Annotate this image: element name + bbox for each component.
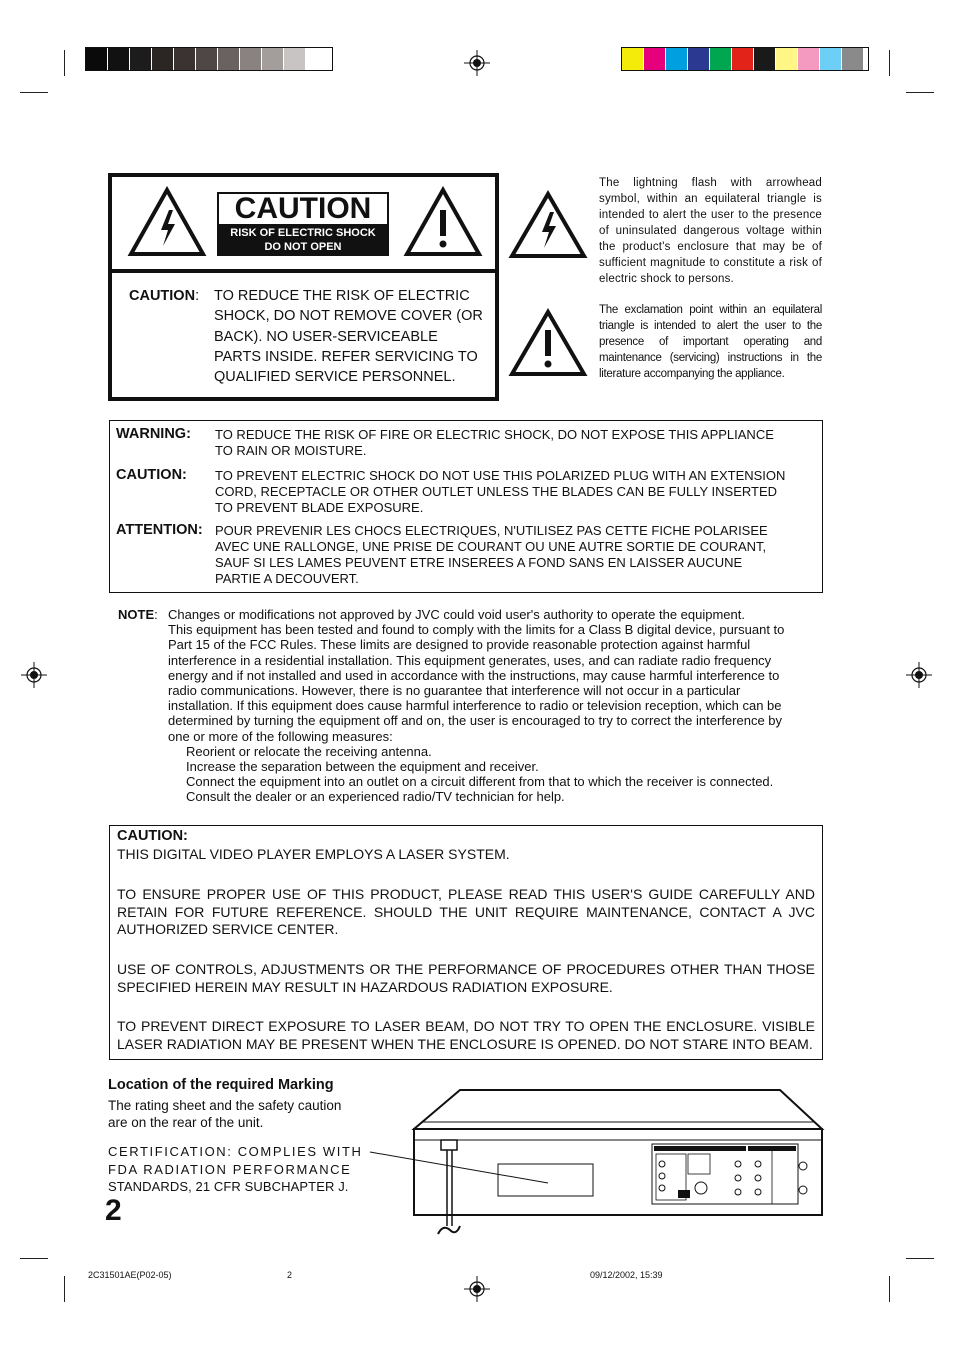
color-swatch xyxy=(262,48,283,70)
laser-caution-label: CAUTION: xyxy=(117,828,188,844)
crop-mark xyxy=(20,92,48,93)
certification-line: FDA RADIATION PERFORMANCE xyxy=(108,1161,352,1177)
certification-line: STANDARDS, 21 CFR SUBCHAPTER J. xyxy=(108,1179,349,1194)
warning-text xyxy=(215,427,774,459)
plug-caution-text xyxy=(215,468,785,516)
laser-paragraph: USE OF CONTROLS, ADJUSTMENTS OR THE PERFORMANCE OF PROCEDURES OTHER THAN THOSE SPECIFIED HEREIN MAY RESULT IN HAZARDOUS RADIATION EXPOSURE. xyxy=(117,961,815,995)
note-line: interference in a residential installation. This equipment generates, uses, and can radiate radio frequency xyxy=(168,652,772,668)
caution-line: TO PREVENT BLADE EXPOSURE. xyxy=(215,500,424,515)
color-swatch xyxy=(820,48,841,70)
crop-mark xyxy=(906,92,934,93)
color-swatch xyxy=(196,48,217,70)
note-line: radio communications. However, there is no guarantee that interference will not occur in a particular xyxy=(168,683,741,698)
rear-panel-illustration xyxy=(340,1088,830,1238)
attention-text xyxy=(215,523,768,587)
caution-subtitle-1: RISK OF ELECTRIC SHOCK xyxy=(230,227,376,239)
note-line: Part 15 of the FCC Rules. These limits are designed to provide reasonable protection against harmful xyxy=(168,637,751,653)
note-line: Changes or modifications not approved by JVC could void user's authority to operate the equipment. xyxy=(168,607,745,622)
certification-line: CERTIFICATION: COMPLIES WITH xyxy=(108,1144,363,1159)
warning-line: TO REDUCE THE RISK OF FIRE OR ELECTRIC SHOCK, DO NOT EXPOSE THIS APPLIANCE xyxy=(215,427,774,442)
footer-page: 2 xyxy=(287,1270,293,1280)
color-swatch xyxy=(754,48,775,70)
note-label: NOTE: xyxy=(118,607,158,622)
note-measure: Reorient or relocate the receiving antenna. xyxy=(186,743,432,759)
note-measure: Consult the dealer or an experienced radio/TV technician for help. xyxy=(186,789,565,805)
color-bar xyxy=(621,47,869,71)
color-swatch xyxy=(240,48,261,70)
crop-mark xyxy=(889,50,890,76)
laser-paragraph: THIS DIGITAL VIDEO PLAYER EMPLOYS A LASER SYSTEM. xyxy=(117,846,510,862)
attention-label: ATTENTION: xyxy=(116,522,203,538)
note-measure: Connect the equipment into an outlet on a circuit different from that to which the receiver is connected. xyxy=(186,774,774,790)
crop-mark xyxy=(64,50,65,76)
note-line: energy and if not installed and used in accordance with the instructions, may cause harmful interference to xyxy=(168,667,780,683)
caution-subtitle-2: DO NOT OPEN xyxy=(264,241,342,253)
color-swatch xyxy=(732,48,753,70)
certification-text xyxy=(108,1143,364,1196)
caution-line: CORD, RECEPTACLE OR OTHER OUTLET UNLESS THE BLADES CAN BE FULLY INSERTED xyxy=(215,484,778,499)
exclamation-triangle-icon xyxy=(508,308,588,378)
color-swatch xyxy=(108,48,129,70)
caution-body-line: TO REDUCE THE RISK OF ELECTRIC xyxy=(214,288,470,304)
laser-paragraph: TO PREVENT DIRECT EXPOSURE TO LASER BEAM, DO NOT TRY TO OPEN THE ENCLOSURE. VISIBLE LASER RADIATION MAY BE PRESENT WHEN THE ENCLOSURE IS OPENED. DO NOT STARE INTO BEAM. xyxy=(117,1018,815,1052)
attention-line: SAUF SI LES LAMES PEUVENT ETRE INSEREES A FOND SANS EN LAISSER AUCUNE xyxy=(215,555,743,570)
color-swatch xyxy=(152,48,173,70)
grayscale-bar xyxy=(85,47,333,71)
color-swatch xyxy=(306,48,327,70)
caution-body xyxy=(214,286,494,387)
note-line: determined by turning the equipment off and on, the user is encouraged to try to correct the interference by xyxy=(168,713,783,729)
plug-caution-label: CAUTION: xyxy=(116,467,187,483)
exclamation-triangle-icon xyxy=(403,186,483,258)
lightning-triangle-icon xyxy=(127,186,207,258)
color-swatch xyxy=(688,48,709,70)
marking-description-line: The rating sheet and the safety caution xyxy=(108,1098,342,1113)
exclamation-symbol-note: The exclamation point within an equilateral triangle is intended to alert the user to the presence of important operating and maintenance (servicing) instructions in the literature accompanying the appliance. xyxy=(599,304,822,380)
footer-datetime: 09/12/2002, 15:39 xyxy=(590,1270,663,1280)
attention-line: AVEC UNE RALLONGE, UNE PRISE DE COURANT OU UNE AUTRE SORTIE DE COURANT, xyxy=(215,539,767,554)
caution-body-line: PARTS INSIDE. REFER SERVICING TO xyxy=(214,348,478,365)
color-swatch xyxy=(284,48,305,70)
color-swatch xyxy=(622,48,643,70)
caution-body-line: BACK). NO USER-SERVICEABLE xyxy=(214,328,438,345)
divider xyxy=(112,269,495,273)
caution-body-line: QUALIFIED SERVICE PERSONNEL. xyxy=(214,369,456,386)
color-swatch xyxy=(86,48,107,70)
registration-mark-icon xyxy=(21,662,47,688)
color-swatch xyxy=(776,48,797,70)
marking-description xyxy=(108,1097,341,1131)
lightning-triangle-icon xyxy=(508,190,588,260)
caution-line: TO PREVENT ELECTRIC SHOCK DO NOT USE THIS POLARIZED PLUG WITH AN EXTENSION xyxy=(215,468,786,483)
registration-mark-icon xyxy=(464,1276,490,1302)
color-swatch xyxy=(842,48,863,70)
warning-label: WARNING: xyxy=(116,426,191,442)
note-line: one or more of the following measures: xyxy=(168,728,393,744)
crop-mark xyxy=(64,1276,65,1302)
attention-line: PARTIE A DECOUVERT. xyxy=(215,571,359,586)
registration-mark-icon xyxy=(906,662,932,688)
page-number: 2 xyxy=(105,1194,122,1227)
caution-prefix: CAUTION: xyxy=(129,288,200,304)
caution-badge xyxy=(217,192,389,256)
note-line: This equipment has been tested and found to comply with the limits for a Class B digital device, pursuant to xyxy=(168,622,785,638)
color-swatch xyxy=(174,48,195,70)
attention-line: POUR PREVENIR LES CHOCS ELECTRIQUES, N'UTILISEZ PAS CETTE FICHE POLARISEE xyxy=(215,523,768,538)
footer-code: 2C31501AE(P02-05) xyxy=(88,1270,172,1280)
registration-mark-icon xyxy=(464,50,490,76)
laser-paragraph: TO ENSURE PROPER USE OF THIS PRODUCT, PLEASE READ THIS USER'S GUIDE CAREFULLY AND RETAIN FOR FUTURE REFERENCE. SHOULD THE UNIT REQUIRE MAINTENANCE, CONTACT A JVC AUTHORIZED SERVICE CENTER. xyxy=(117,886,815,937)
crop-mark xyxy=(906,1258,934,1259)
marking-description-line: are on the rear of the unit. xyxy=(108,1115,264,1130)
crop-mark xyxy=(20,1258,48,1259)
crop-mark xyxy=(889,1276,890,1302)
caution-title: CAUTION xyxy=(219,194,387,224)
color-swatch xyxy=(798,48,819,70)
warning-line: TO RAIN OR MOISTURE. xyxy=(215,443,367,458)
color-swatch xyxy=(644,48,665,70)
color-swatch xyxy=(666,48,687,70)
note-measure: Increase the separation between the equipment and receiver. xyxy=(186,759,539,774)
color-swatch xyxy=(710,48,731,70)
marking-heading: Location of the required Marking xyxy=(108,1077,334,1093)
color-swatch xyxy=(218,48,239,70)
color-swatch xyxy=(130,48,151,70)
note-line: installation. If this equipment does cause harmful interference to radio or television reception, which can be xyxy=(168,698,782,714)
caution-body-line: SHOCK, DO NOT REMOVE COVER (OR xyxy=(214,308,483,325)
lightning-symbol-note: The lightning flash with arrowhead symbol, within an equilateral triangle is intended to alert the user to the presence of uninsulated dangerous voltage within the product's enclosure that may be of sufficient magnitude to constitute a risk of electric shock to persons. xyxy=(599,177,822,285)
